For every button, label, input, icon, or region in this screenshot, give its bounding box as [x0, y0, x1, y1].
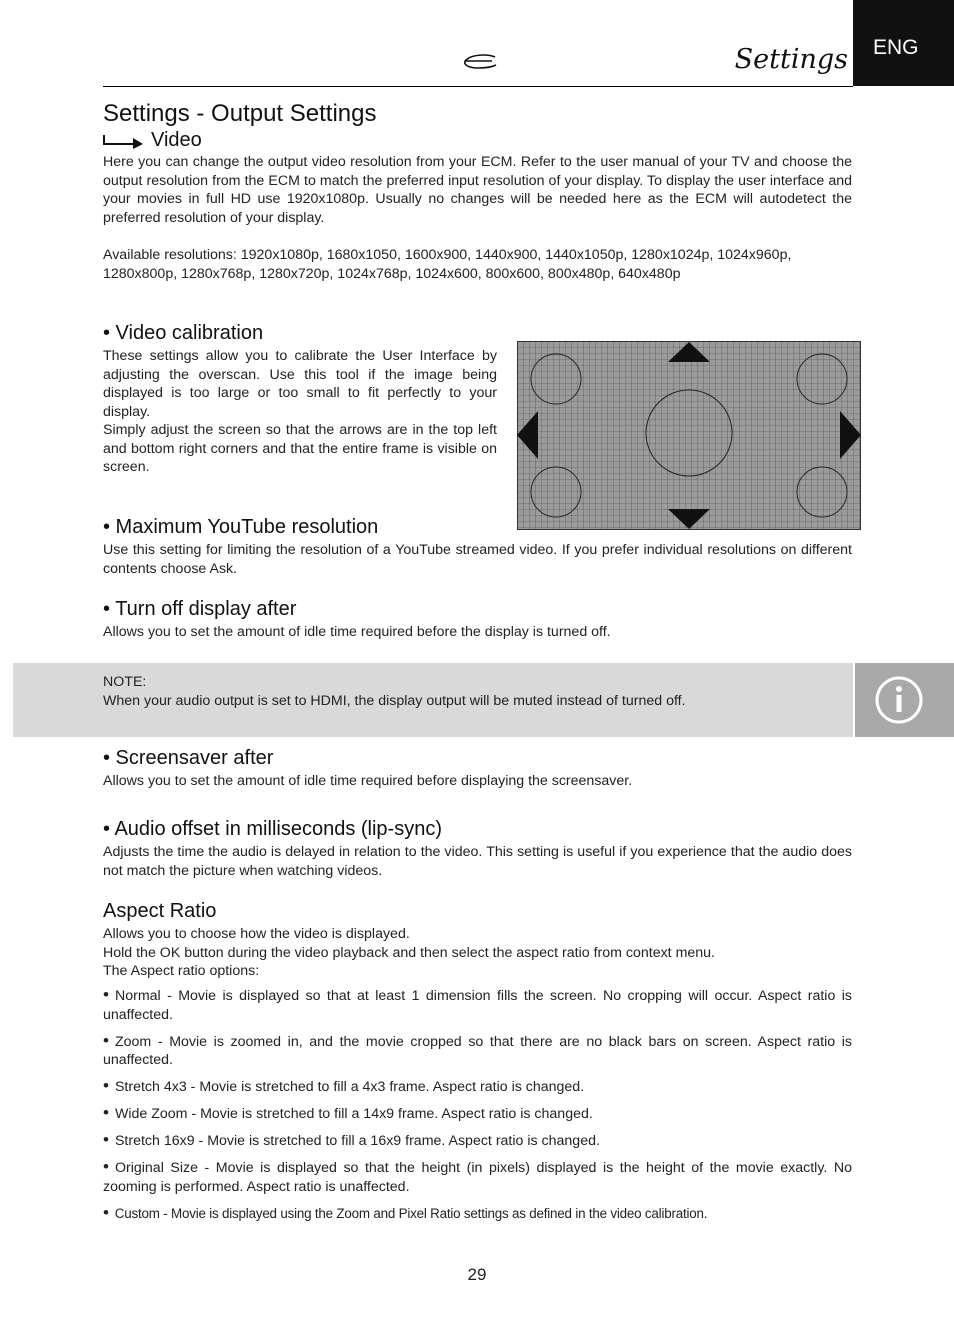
header-title: Settings [734, 44, 848, 75]
video-calibration-text-2: Simply adjust the screen so that the arrows are in the top left and bottom right corners and that the entire frame is visible on screen. [103, 422, 497, 476]
aspect-ratio-line-3: The Aspect ratio options: [103, 963, 260, 980]
info-icon [855, 663, 954, 737]
list-item: • Stretch 4x3 - Movie is stretched to fill a 4x3 frame. Aspect ratio is changed. [103, 1076, 585, 1096]
aspect-ratio-heading: Aspect Ratio [103, 900, 217, 922]
list-item: • Stretch 16x9 - Movie is stretched to fill a 16x9 frame. Aspect ratio is changed. [103, 1130, 600, 1150]
note-label: NOTE: [103, 674, 147, 690]
display-off-text: Allows you to set the amount of idle time required before the display is turned off. [103, 624, 611, 640]
youtube-text: Use this setting for limiting the resolution of a YouTube streamed video. If you prefer individual resolutions on different contents choose Ask. [103, 542, 852, 577]
youtube-heading: • Maximum YouTube resolution [103, 516, 379, 538]
aspect-ratio-line-2: Hold the OK button during the video playback and then select the aspect ratio from context menu. [103, 944, 716, 961]
note-icon-box [855, 663, 954, 737]
language-tab [853, 0, 954, 86]
arrow-right-icon [103, 133, 145, 149]
page-title: Settings - Output Settings [103, 100, 377, 127]
audio-offset-heading: • Audio offset in milliseconds (lip-sync) [103, 818, 442, 840]
audio-offset-text: Adjusts the time the audio is delayed in relation to the video. This setting is useful if you experience that the audio does not match the picture when watching videos. [103, 844, 852, 879]
note-text: When your audio output is set to HDMI, the display output will be muted instead of turned off. [103, 693, 686, 709]
header-rule [103, 86, 853, 87]
calibration-image [517, 341, 861, 530]
note [103, 673, 843, 711]
video-subtitle: Video [151, 129, 202, 151]
aspect-ratio-options [103, 986, 852, 1231]
resolutions-paragraph: Available resolutions: 1920x1080p, 1680x1050, 1600x900, 1440x900, 1440x1050p, 1280x1024p, 1024x960p, 1280x800p, 1280x768p, 1280x720p, 1024x768p, 1024x600, 800x600, 800x480p, 640x480p [103, 247, 792, 282]
list-item: • Wide Zoom - Movie is stretched to fill a 14x9 frame. Aspect ratio is changed. [103, 1103, 593, 1123]
brand-logo-icon [462, 52, 498, 74]
list-item: • Custom - Movie is displayed using the Zoom and Pixel Ratio settings as defined in the video calibration. [103, 1202, 708, 1222]
video-calibration-text-1: These settings allow you to calibrate the User Interface by adjusting the overscan. Use this tool if the image being displayed is too large or too small to fit perfectly to your display. [103, 348, 497, 420]
list-item: • Zoom - Movie is zoomed in, and the movie cropped so that there are no black bars on screen. Aspect ratio is unaffected. [103, 1030, 852, 1069]
list-item: • Original Size - Movie is displayed so that the height (in pixels) displayed is the height of the movie exactly. No zooming is performed. Aspect ratio is unaffected. [103, 1157, 852, 1195]
aspect-ratio-line-1: Allows you to choose how the video is displayed. [103, 926, 410, 942]
list-item: • Normal - Movie is displayed so that at least 1 dimension fills the screen. No cropping will occur. Aspect ratio is unaffected. [103, 985, 852, 1023]
aspect-ratio-intro [103, 925, 852, 981]
intro-paragraph: Here you can change the output video resolution from your ECM. Refer to the user manual of your TV and choose the output resolution from the ECM to match the preferred input resolution of your display. To display the user interface and your movies in full HD use 1920x1080p. Usually no changes will be needed here as the ECM will autodetect the preferred resolution of your display. [103, 154, 852, 226]
section-subtitle [103, 129, 202, 152]
screensaver-text: Allows you to set the amount of idle time required before displaying the screensaver. [103, 773, 633, 789]
page-number: 29 [467, 1265, 487, 1284]
screensaver-heading: • Screensaver after [103, 747, 274, 769]
video-calibration-heading: • Video calibration [103, 322, 264, 344]
display-off-heading: • Turn off display after [103, 598, 297, 620]
language-label: ENG [873, 36, 919, 59]
